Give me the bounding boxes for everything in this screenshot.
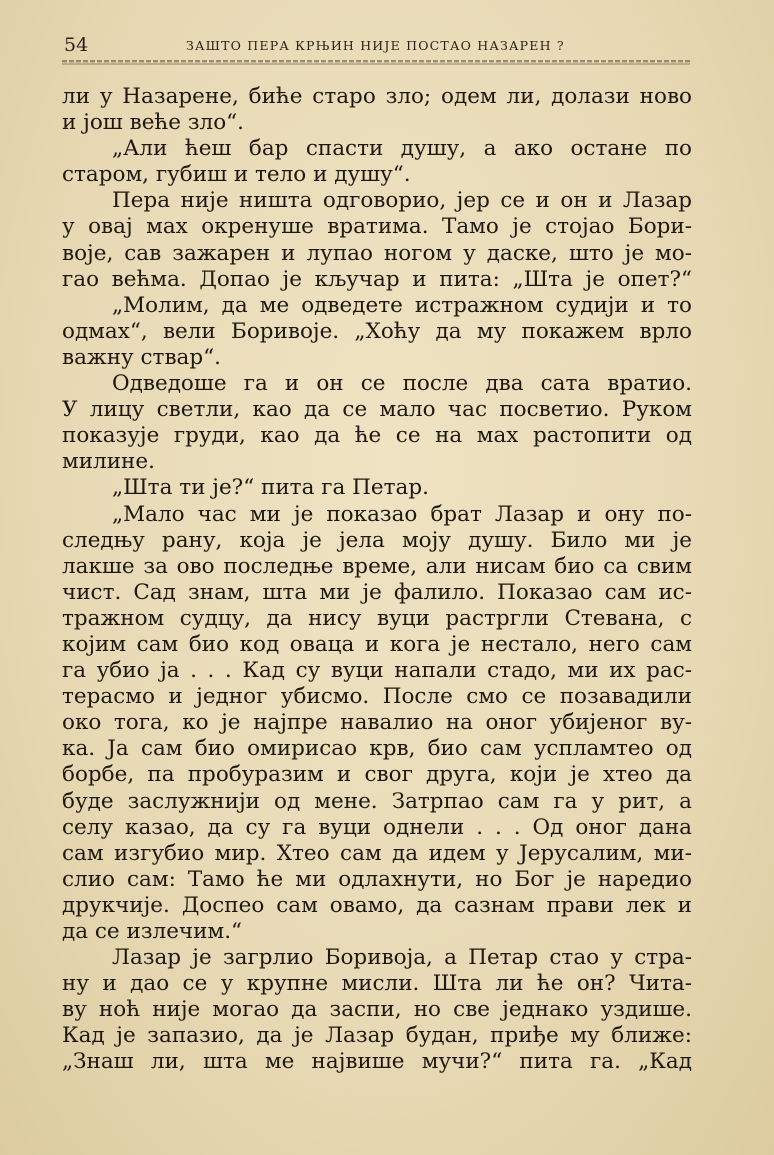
text-line: га убио ја . . . Кад су вуци напали стадо, ми их рас- [62,658,692,684]
text-line: слио сам: Тамо ће ми одлахнути, но Бог је наредио [62,866,692,892]
running-title: ЗАШТО ПЕРА КРЊИН НИЈЕ ПОСТАО НАЗАРЕН ? [186,38,565,53]
page-header [62,30,690,62]
text-line: показује груди, као да ће се на мах растопити од [62,423,692,449]
text-line: У лицу светли, као да се мало час посветио. Руком [62,397,692,423]
text-line: терасмо и једног убисмо. После смо се позавадили [62,684,692,710]
text-line: ну и дао се у крупне мисли. Шта ли ће он? Чита- [62,971,692,997]
body-text [62,84,692,1076]
text-line: лакше за ово последње време, али нисам био са свим [62,553,692,579]
text-line: чист. Сад знам, шта ми је фалило. Показао сам ис- [62,579,692,605]
text-line: „Шта ти је?“ пита га Петар. [112,475,429,501]
text-line: и још веће зло“. [62,110,244,136]
text-line: друкчије. Доспео сам овамо, да сазнам прави лек и [62,892,692,918]
text-line: старом, губиш и тело и душу“. [62,162,411,188]
text-line: „Али ћеш бар спасти душу, а ако остане по [112,136,692,162]
text-line: Пера није ништа одговорио, јер се и он и Лазар [112,188,692,214]
text-line: ли у Назарене, биће старо зло; одем ли, долази ново [62,84,692,109]
text-line: Одведоше га и он се после два сата вратио. [112,371,692,397]
text-line: „Знаш ли, шта ме највише мучи?“ пита га. „Кад [62,1049,692,1075]
text-line: тражном судцу, да нису вуци растргли Стевана, с [62,605,692,631]
text-line: ву ноћ није могао да заспи, но све једнако уздише. [62,997,692,1023]
text-line: да се излечим.“ [62,919,243,944]
text-line: борбе, па пробуразим и свог друга, који је хтео да [62,762,692,788]
text-line: буде заслужнији од мене. Затрпао сам га у рит, а [62,788,692,814]
text-line: одмах“, вели Боривоје. „Хоћу да му покажем врло [62,318,692,344]
text-line: следњу рану, која је јела моју душу. Било ми је [62,527,692,553]
text-line: Кад је запазио, да је Лазар будан, приђе му ближе: [62,1023,692,1049]
text-line: „Молим, да ме одведете истражном судији и то [112,292,692,318]
text-line: којим сам био код оваца и кога је нестало, него сам [62,631,692,657]
text-line: „Мало час ми је показао брат Лазар и ону по- [112,501,692,527]
text-line: милине. [62,449,155,475]
text-line: важну ствар“. [62,344,221,370]
text-line: у овај мах окренуше вратима. Тамо је стојао Бори- [62,214,692,240]
text-line: селу казао, да су га вуци однели . . . Од оног дана [62,814,692,840]
text-line: око тога, ко је најпре навалио на оног убијеног ву- [62,710,692,736]
page-number: 54 [64,34,89,56]
header-divider-line [62,63,690,65]
text-line: гао већма. Допао је кључар и пита: „Шта је опет?“ [62,266,692,292]
text-line: Лазар је загрлио Боривоја, а Петар стао у стра- [112,945,692,971]
text-line: сам изгубио мир. Хтео сам да идем у Јерусалим, ми- [62,840,692,866]
text-line: ка. Ја сам био омирисао крв, био сам успламтео од [62,736,692,762]
text-line: воје, сав зажарен и лупао ногом у даске, што је мо- [62,240,692,266]
